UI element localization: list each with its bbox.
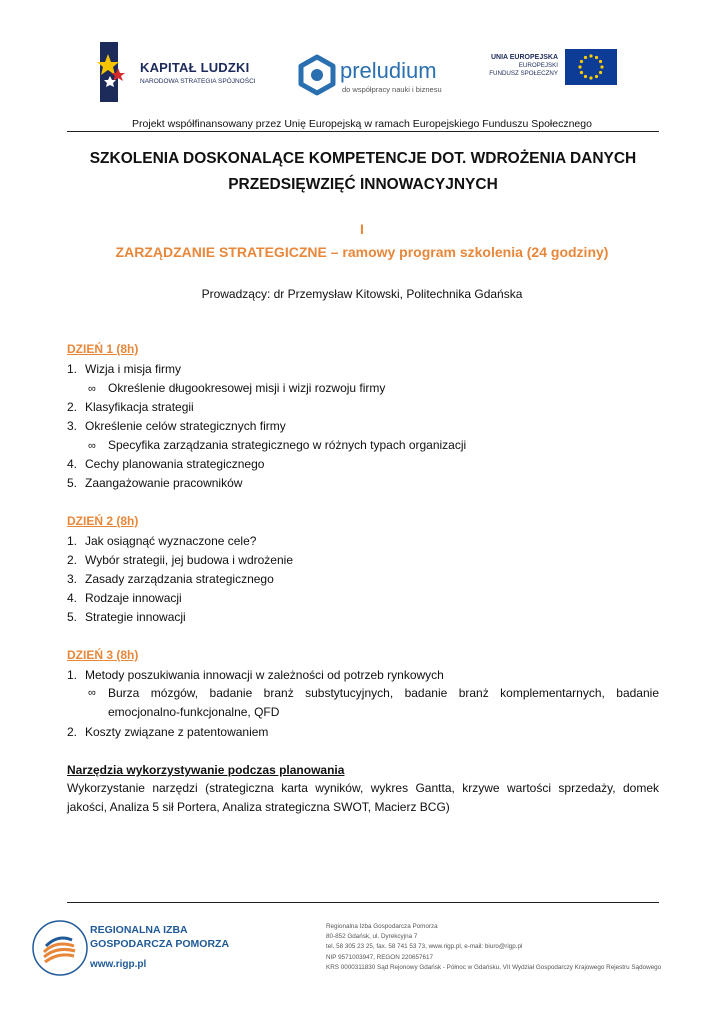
footer-info-line: tel. 58 305 23 25, fax. 58 741 53 73, www.rigp.pl, e-mail: biuro@rigp.pl	[326, 943, 523, 951]
eu-star-icon	[595, 75, 598, 78]
list-item: 3. Zasady zarządzania strategicznego	[67, 572, 274, 586]
cofinancing-note: Projekt współfinansowany przez Unię Europejską w ramach Europejskiego Funduszu Społecznego	[132, 118, 592, 130]
eu-line-1: UNIA EUROPEJSKA	[490, 54, 558, 61]
preludium-tagline: do współpracy nauki i biznesu	[342, 85, 442, 94]
list-item: 2. Wybór strategii, jej budowa i wdrożenie	[67, 553, 293, 567]
list-item: 1. Jak osiągnąć wyznaczone cele?	[67, 534, 257, 548]
eu-star-icon	[578, 65, 581, 68]
preludium-name: preludium	[340, 58, 437, 83]
day-3-heading: DZIEŃ 3 (8h)	[67, 648, 139, 662]
header-divider	[67, 131, 659, 132]
rigp-name	[90, 923, 229, 951]
eu-star-icon	[589, 76, 592, 79]
eu-label	[476, 54, 558, 78]
rigp-website-link[interactable]: www.rigp.pl	[90, 959, 147, 970]
kapital-ludzki-title: KAPITAŁ LUDZKI	[140, 60, 250, 75]
rigp-name-line-1: REGIONALNA IZBA	[90, 924, 188, 936]
footer-info-line: KRS 0000311830 Sąd Rejonowy Gdańsk - Północ w Gdańsku, VII Wydział Gospodarczy Krajowego Rejestru Sądowego	[326, 963, 662, 971]
eu-star-icon	[584, 56, 587, 59]
list-item: 5. Strategie innowacji	[67, 610, 186, 624]
preludium-emblem-icon	[296, 54, 338, 96]
rigp-name-line-2: GOSPODARCZA POMORZA	[90, 938, 230, 950]
eu-star-icon	[595, 56, 598, 59]
footer-info-line: NIP 9571003947, REGON 220657617	[326, 953, 434, 961]
list-item: 4. Cechy planowania strategicznego	[67, 457, 265, 471]
eu-star-icon	[600, 65, 603, 68]
footer-info-line: 80-852 Gdańsk, ul. Dyrekcyjna 7	[326, 933, 418, 941]
preludium-logo	[296, 52, 456, 98]
sub-list-item: ∞ Specyfika zarządzania strategicznego w różnych typach organizacji	[88, 438, 467, 452]
eu-star-icon	[599, 71, 602, 74]
infinity-bullet-icon: ∞	[88, 440, 96, 452]
footer-divider	[67, 902, 659, 903]
day-2-heading: DZIEŃ 2 (8h)	[67, 514, 139, 528]
list-item: 4. Rodzaje innowacji	[67, 591, 182, 605]
rigp-emblem-icon	[30, 918, 90, 978]
infinity-bullet-icon: ∞	[88, 687, 96, 699]
eu-star-icon	[580, 60, 583, 63]
eu-star-icon	[589, 54, 592, 57]
infinity-bullet-icon: ∞	[88, 383, 96, 395]
kapital-ludzki-logo	[96, 42, 276, 102]
section-subtitle: ZARZĄDZANIE STRATEGICZNE – ramowy program szkolenia (24 godziny)	[115, 244, 609, 260]
tools-text: Wykorzystanie narzędzi (strategiczna karta wyników, wykres Gantta, krzywe wartości sprzedaży, domek jakości, Analiza 5 sił Portera, Analiza strategiczna SWOT, Macierz BCG)	[67, 781, 659, 814]
eu-star-icon	[580, 71, 583, 74]
list-item: 5. Zaangażowanie pracowników	[67, 476, 243, 490]
tools-heading: Narzędzia wykorzystywanie podczas planowania	[67, 763, 345, 777]
eu-star-icon	[584, 75, 587, 78]
day-1-heading: DZIEŃ 1 (8h)	[67, 342, 139, 356]
kapital-ludzki-emblem-icon	[96, 42, 136, 102]
sub-list-item: ∞ Burza mózgów, badanie branż substytucyjnych, badanie branż komplementarnych, badanie emocjonalno-funkcjonalne, QFD	[88, 686, 659, 719]
list-item: 3. Określenie celów strategicznych firmy	[67, 419, 286, 433]
lecturer-line: Prowadzący: dr Przemysław Kitowski, Politechnika Gdańska	[201, 287, 523, 301]
eu-flag-icon	[565, 49, 617, 85]
eu-line-3: FUNDUSZ SPOŁECZNY	[489, 70, 558, 77]
list-item: 1. Wizja i misja firmy	[67, 362, 181, 376]
document-title-line-2: PRZEDSIĘWZIĘĆ INNOWACYJNYCH	[228, 176, 498, 193]
list-item: 2. Klasyfikacja strategii	[67, 400, 194, 414]
footer-contact-info	[326, 922, 661, 973]
footer-info-line: Regionalna Izba Gospodarcza Pomorza	[326, 923, 438, 930]
section-number: I	[360, 221, 364, 237]
sub-list-item: ∞ Określenie długookresowej misji i wizji rozwoju firmy	[88, 381, 386, 395]
eu-star-icon	[599, 60, 602, 63]
document-title-line-1: SZKOLENIA DOSKONALĄCE KOMPETENCJE DOT. WDROŻENIA DANYCH	[89, 150, 637, 167]
list-item: 2. Koszty związane z patentowaniem	[67, 725, 269, 739]
list-item: 1. Metody poszukiwania innowacji w zależności od potrzeb rynkowych	[67, 668, 444, 682]
eu-line-2: EUROPEJSKI	[518, 62, 558, 69]
kapital-ludzki-subtitle: NARODOWA STRATEGIA SPÓJNOŚCI	[140, 78, 256, 85]
